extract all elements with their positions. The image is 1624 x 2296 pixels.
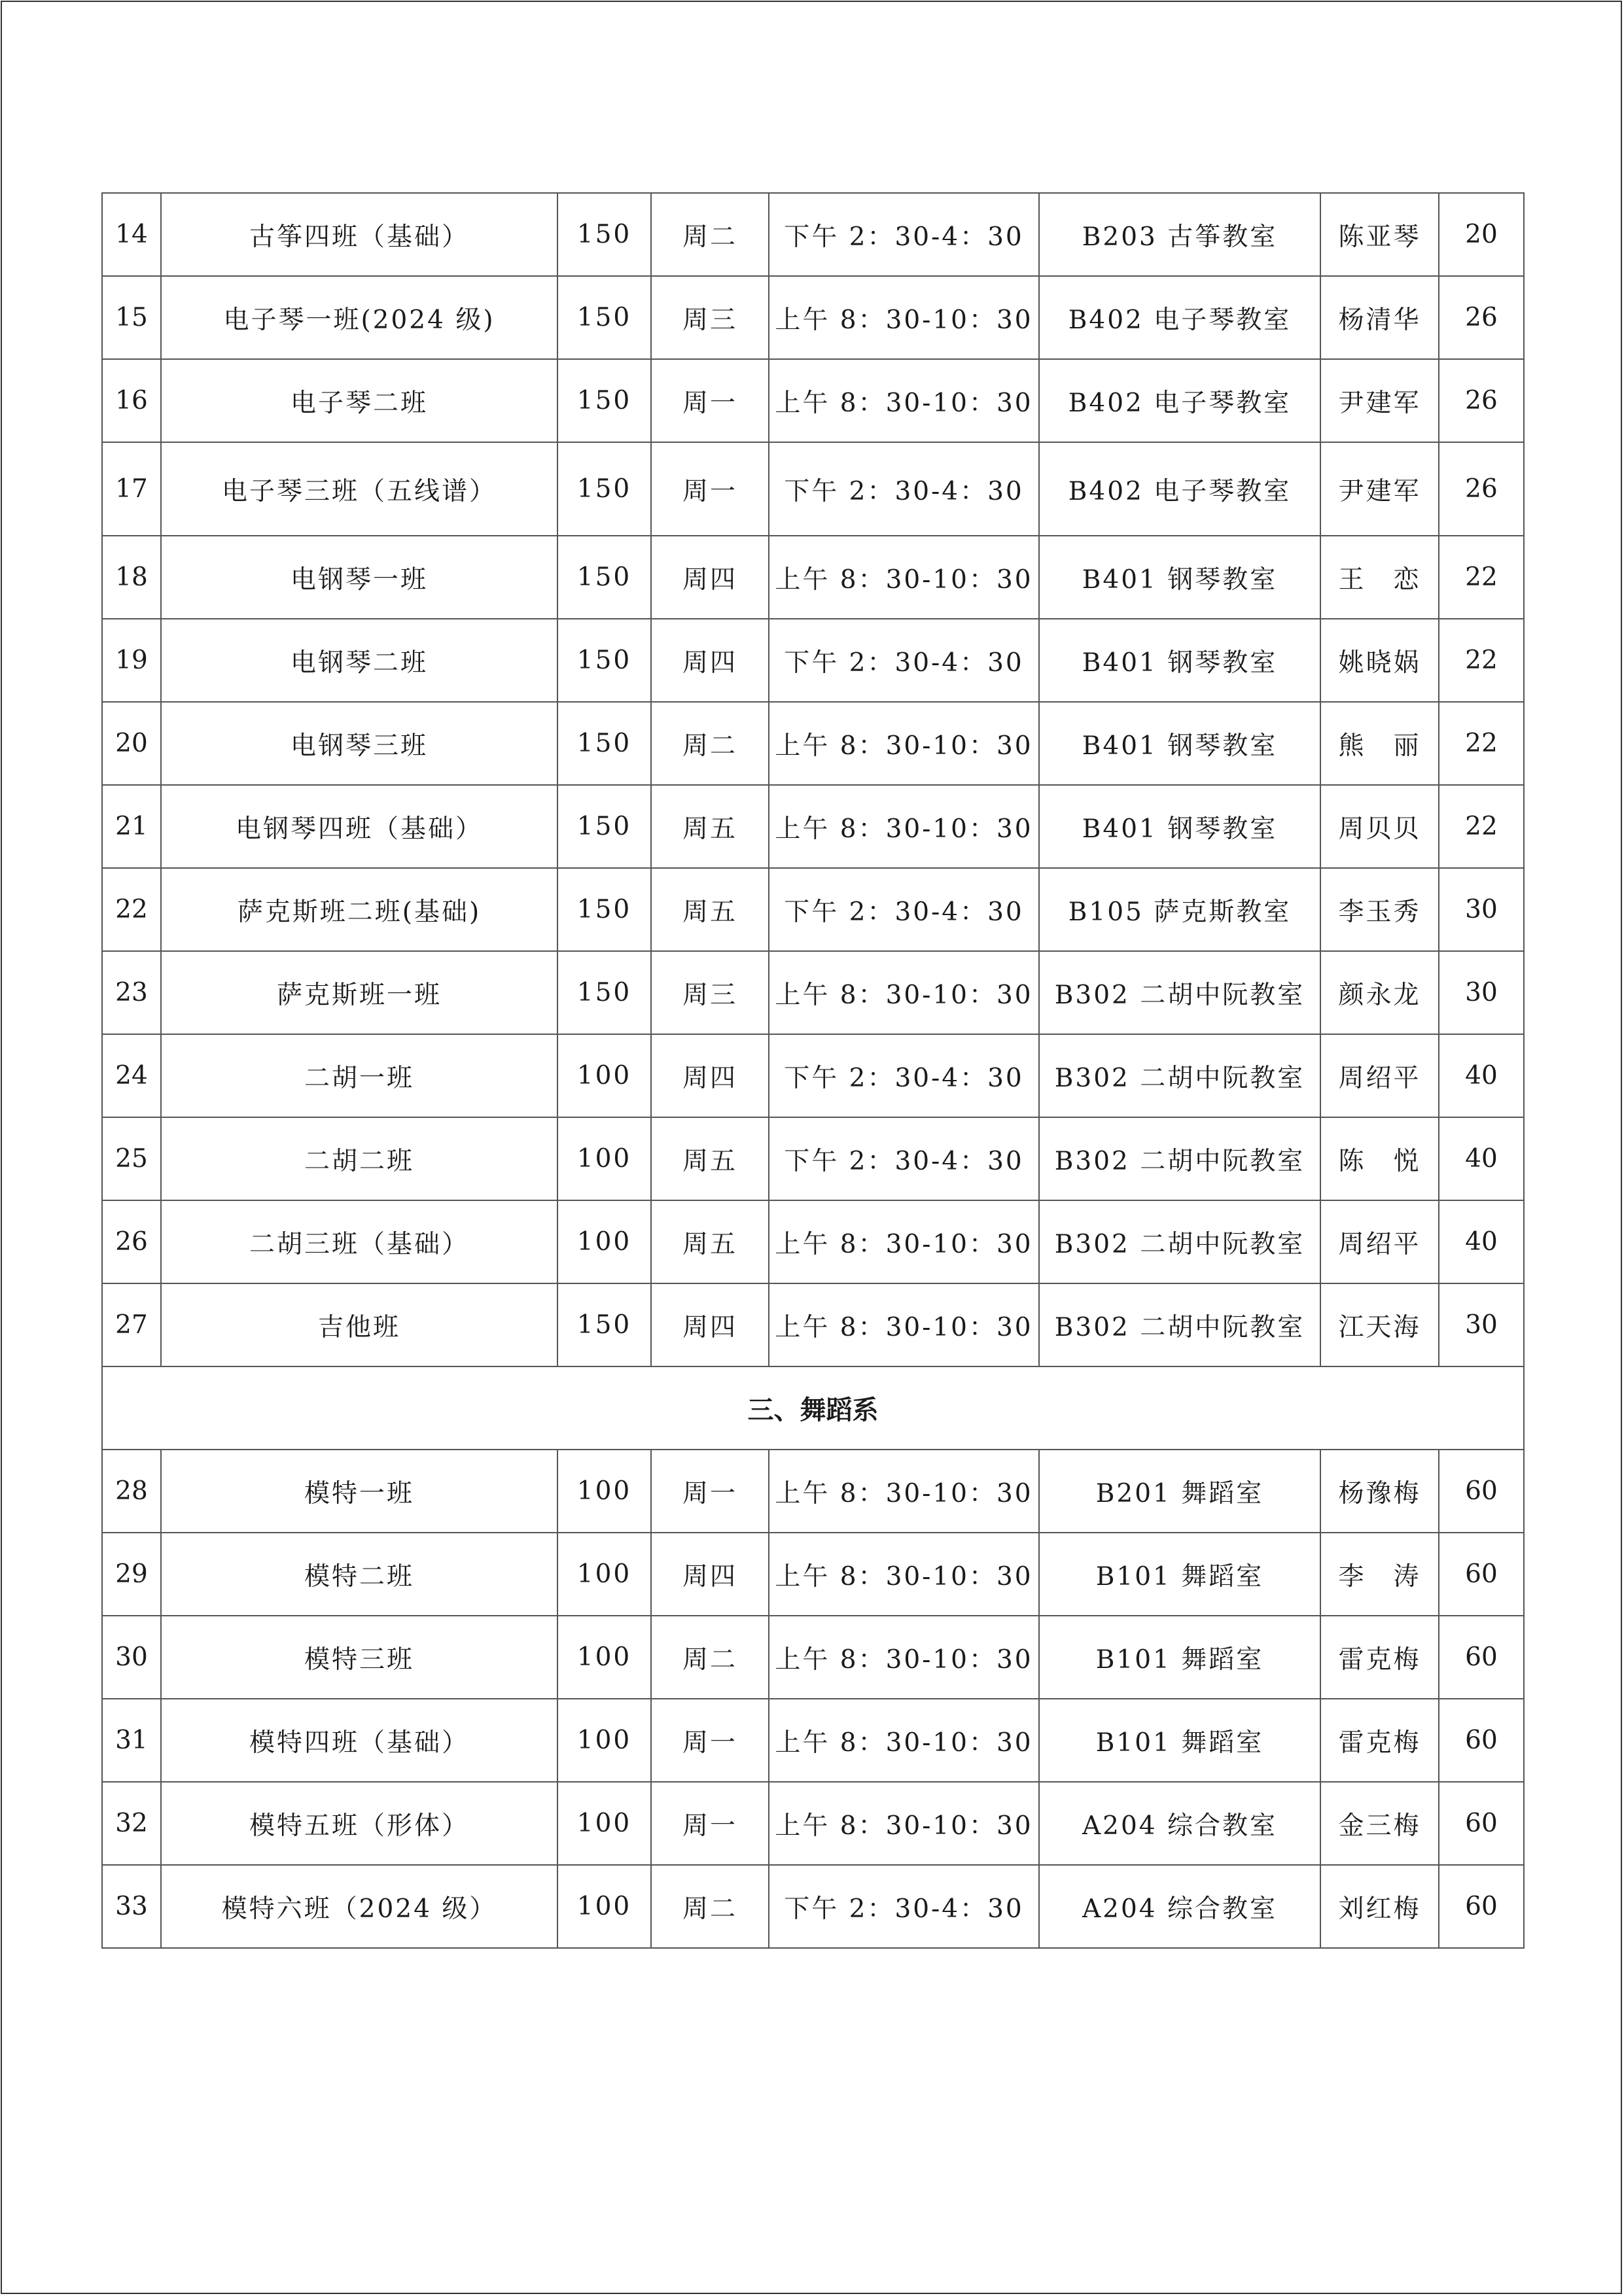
teacher: 姚晓娲 — [1320, 619, 1439, 702]
classroom: B302 二胡中阮教室 — [1039, 1200, 1320, 1283]
fee: 150 — [557, 785, 651, 868]
table-row — [102, 442, 1524, 536]
row-number: 28 — [102, 1450, 161, 1533]
class-name: 电钢琴二班 — [161, 619, 557, 702]
row-number: 27 — [102, 1283, 161, 1366]
weekday: 周一 — [651, 1699, 769, 1782]
teacher: 尹建军 — [1320, 359, 1439, 442]
capacity: 20 — [1439, 193, 1524, 276]
teacher: 周绍平 — [1320, 1200, 1439, 1283]
weekday: 周四 — [651, 619, 769, 702]
weekday: 周四 — [651, 1283, 769, 1366]
row-number: 17 — [102, 442, 161, 536]
row-number: 15 — [102, 276, 161, 359]
row-number: 23 — [102, 951, 161, 1034]
fee: 150 — [557, 868, 651, 951]
class-time: 下午 2：30-4：30 — [769, 619, 1039, 702]
capacity: 22 — [1439, 536, 1524, 619]
fee: 100 — [557, 1533, 651, 1616]
table-row — [102, 276, 1524, 359]
teacher: 尹建军 — [1320, 442, 1439, 536]
class-time: 下午 2：30-4：30 — [769, 1117, 1039, 1200]
fee: 100 — [557, 1117, 651, 1200]
class-name: 萨克斯班一班 — [161, 951, 557, 1034]
class-time: 上午 8：30-10：30 — [769, 1782, 1039, 1865]
class-name: 模特三班 — [161, 1616, 557, 1699]
class-name: 模特六班（2024 级） — [161, 1865, 557, 1948]
row-number: 19 — [102, 619, 161, 702]
teacher: 杨豫梅 — [1320, 1450, 1439, 1533]
class-name: 电子琴三班（五线谱） — [161, 442, 557, 536]
row-number: 22 — [102, 868, 161, 951]
weekday: 周五 — [651, 1117, 769, 1200]
capacity: 60 — [1439, 1533, 1524, 1616]
fee: 100 — [557, 1616, 651, 1699]
class-name: 模特四班（基础） — [161, 1699, 557, 1782]
table-row — [102, 1616, 1524, 1699]
section-title: 三、舞蹈系 — [102, 1366, 1524, 1450]
classroom: B401 钢琴教室 — [1039, 619, 1320, 702]
fee: 150 — [557, 951, 651, 1034]
class-time: 上午 8：30-10：30 — [769, 1283, 1039, 1366]
capacity: 22 — [1439, 702, 1524, 785]
fee: 150 — [557, 359, 651, 442]
capacity: 30 — [1439, 1283, 1524, 1366]
class-name: 电子琴二班 — [161, 359, 557, 442]
row-number: 33 — [102, 1865, 161, 1948]
teacher: 雷克梅 — [1320, 1699, 1439, 1782]
table-row — [102, 1533, 1524, 1616]
capacity: 22 — [1439, 619, 1524, 702]
class-time: 上午 8：30-10：30 — [769, 785, 1039, 868]
class-name: 模特二班 — [161, 1533, 557, 1616]
class-name: 二胡三班（基础） — [161, 1200, 557, 1283]
class-time: 上午 8：30-10：30 — [769, 1699, 1039, 1782]
capacity: 26 — [1439, 276, 1524, 359]
fee: 150 — [557, 442, 651, 536]
weekday: 周一 — [651, 359, 769, 442]
capacity: 60 — [1439, 1699, 1524, 1782]
capacity: 60 — [1439, 1616, 1524, 1699]
class-name: 电钢琴三班 — [161, 702, 557, 785]
weekday: 周二 — [651, 1616, 769, 1699]
weekday: 周四 — [651, 1034, 769, 1117]
schedule-body — [102, 193, 1524, 1948]
weekday: 周一 — [651, 442, 769, 536]
teacher: 李玉秀 — [1320, 868, 1439, 951]
class-name: 电钢琴四班（基础） — [161, 785, 557, 868]
class-time: 下午 2：30-4：30 — [769, 868, 1039, 951]
capacity: 30 — [1439, 951, 1524, 1034]
class-time: 上午 8：30-10：30 — [769, 1616, 1039, 1699]
capacity: 30 — [1439, 868, 1524, 951]
table-row — [102, 1283, 1524, 1366]
class-time: 下午 2：30-4：30 — [769, 1034, 1039, 1117]
classroom: B402 电子琴教室 — [1039, 276, 1320, 359]
classroom: B401 钢琴教室 — [1039, 702, 1320, 785]
fee: 150 — [557, 276, 651, 359]
classroom: B302 二胡中阮教室 — [1039, 1034, 1320, 1117]
row-number: 18 — [102, 536, 161, 619]
capacity: 60 — [1439, 1450, 1524, 1533]
class-name: 二胡二班 — [161, 1117, 557, 1200]
class-name: 模特一班 — [161, 1450, 557, 1533]
classroom: A204 综合教室 — [1039, 1782, 1320, 1865]
fee: 150 — [557, 619, 651, 702]
weekday: 周二 — [651, 702, 769, 785]
teacher: 雷克梅 — [1320, 1616, 1439, 1699]
class-time: 下午 2：30-4：30 — [769, 442, 1039, 536]
fee: 150 — [557, 536, 651, 619]
classroom: B101 舞蹈室 — [1039, 1533, 1320, 1616]
teacher: 王 恋 — [1320, 536, 1439, 619]
table-row — [102, 619, 1524, 702]
class-time: 下午 2：30-4：30 — [769, 1865, 1039, 1948]
class-time: 下午 2：30-4：30 — [769, 193, 1039, 276]
classroom: B302 二胡中阮教室 — [1039, 951, 1320, 1034]
teacher: 李 涛 — [1320, 1533, 1439, 1616]
teacher: 陈亚琴 — [1320, 193, 1439, 276]
weekday: 周一 — [651, 1450, 769, 1533]
class-time: 上午 8：30-10：30 — [769, 1450, 1039, 1533]
capacity: 60 — [1439, 1782, 1524, 1865]
class-time: 上午 8：30-10：30 — [769, 1200, 1039, 1283]
table-row — [102, 1450, 1524, 1533]
fee: 150 — [557, 702, 651, 785]
class-time: 上午 8：30-10：30 — [769, 702, 1039, 785]
fee: 100 — [557, 1699, 651, 1782]
class-time: 上午 8：30-10：30 — [769, 536, 1039, 619]
classroom: B401 钢琴教室 — [1039, 785, 1320, 868]
capacity: 26 — [1439, 442, 1524, 536]
fee: 100 — [557, 1200, 651, 1283]
weekday: 周二 — [651, 193, 769, 276]
fee: 100 — [557, 1034, 651, 1117]
teacher: 金三梅 — [1320, 1782, 1439, 1865]
classroom: B302 二胡中阮教室 — [1039, 1117, 1320, 1200]
table-row — [102, 1782, 1524, 1865]
weekday: 周三 — [651, 951, 769, 1034]
classroom: B101 舞蹈室 — [1039, 1616, 1320, 1699]
teacher: 熊 丽 — [1320, 702, 1439, 785]
capacity: 60 — [1439, 1865, 1524, 1948]
weekday: 周五 — [651, 1200, 769, 1283]
weekday: 周二 — [651, 1865, 769, 1948]
class-time: 上午 8：30-10：30 — [769, 1533, 1039, 1616]
fee: 100 — [557, 1782, 651, 1865]
row-number: 31 — [102, 1699, 161, 1782]
table-row — [102, 1034, 1524, 1117]
weekday: 周四 — [651, 536, 769, 619]
capacity: 40 — [1439, 1200, 1524, 1283]
class-name: 模特五班（形体） — [161, 1782, 557, 1865]
teacher: 江天海 — [1320, 1283, 1439, 1366]
teacher: 陈 悦 — [1320, 1117, 1439, 1200]
table-row — [102, 1865, 1524, 1948]
weekday: 周五 — [651, 868, 769, 951]
row-number: 20 — [102, 702, 161, 785]
row-number: 26 — [102, 1200, 161, 1283]
row-number: 16 — [102, 359, 161, 442]
row-number: 29 — [102, 1533, 161, 1616]
class-name: 电钢琴一班 — [161, 536, 557, 619]
class-time: 上午 8：30-10：30 — [769, 276, 1039, 359]
class-name: 古筝四班（基础） — [161, 193, 557, 276]
table-row — [102, 785, 1524, 868]
course-schedule-table — [101, 192, 1525, 1949]
table-row — [102, 359, 1524, 442]
teacher: 周绍平 — [1320, 1034, 1439, 1117]
row-number: 30 — [102, 1616, 161, 1699]
classroom: B402 电子琴教室 — [1039, 359, 1320, 442]
classroom: B203 古筝教室 — [1039, 193, 1320, 276]
classroom: B201 舞蹈室 — [1039, 1450, 1320, 1533]
table-row — [102, 1117, 1524, 1200]
row-number: 24 — [102, 1034, 161, 1117]
classroom: B401 钢琴教室 — [1039, 536, 1320, 619]
teacher: 刘红梅 — [1320, 1865, 1439, 1948]
fee: 150 — [557, 193, 651, 276]
table-row — [102, 951, 1524, 1034]
row-number: 25 — [102, 1117, 161, 1200]
capacity: 40 — [1439, 1117, 1524, 1200]
classroom: B302 二胡中阮教室 — [1039, 1283, 1320, 1366]
table-row — [102, 1699, 1524, 1782]
classroom: B105 萨克斯教室 — [1039, 868, 1320, 951]
class-time: 上午 8：30-10：30 — [769, 359, 1039, 442]
teacher: 周贝贝 — [1320, 785, 1439, 868]
weekday: 周四 — [651, 1533, 769, 1616]
classroom: B101 舞蹈室 — [1039, 1699, 1320, 1782]
capacity: 40 — [1439, 1034, 1524, 1117]
fee: 150 — [557, 1283, 651, 1366]
weekday: 周五 — [651, 785, 769, 868]
table-row — [102, 193, 1524, 276]
fee: 100 — [557, 1865, 651, 1948]
class-name: 吉他班 — [161, 1283, 557, 1366]
row-number: 32 — [102, 1782, 161, 1865]
weekday: 周三 — [651, 276, 769, 359]
table-row — [102, 702, 1524, 785]
teacher: 杨清华 — [1320, 276, 1439, 359]
teacher: 颜永龙 — [1320, 951, 1439, 1034]
class-name: 萨克斯班二班(基础) — [161, 868, 557, 951]
section-heading-row — [102, 1366, 1524, 1450]
fee: 100 — [557, 1450, 651, 1533]
classroom: B402 电子琴教室 — [1039, 442, 1320, 536]
class-name: 电子琴一班(2024 级) — [161, 276, 557, 359]
capacity: 22 — [1439, 785, 1524, 868]
table-row — [102, 536, 1524, 619]
weekday: 周一 — [651, 1782, 769, 1865]
table-row — [102, 1200, 1524, 1283]
row-number: 21 — [102, 785, 161, 868]
class-name: 二胡一班 — [161, 1034, 557, 1117]
capacity: 26 — [1439, 359, 1524, 442]
class-time: 上午 8：30-10：30 — [769, 951, 1039, 1034]
row-number: 14 — [102, 193, 161, 276]
classroom: A204 综合教室 — [1039, 1865, 1320, 1948]
table-row — [102, 868, 1524, 951]
